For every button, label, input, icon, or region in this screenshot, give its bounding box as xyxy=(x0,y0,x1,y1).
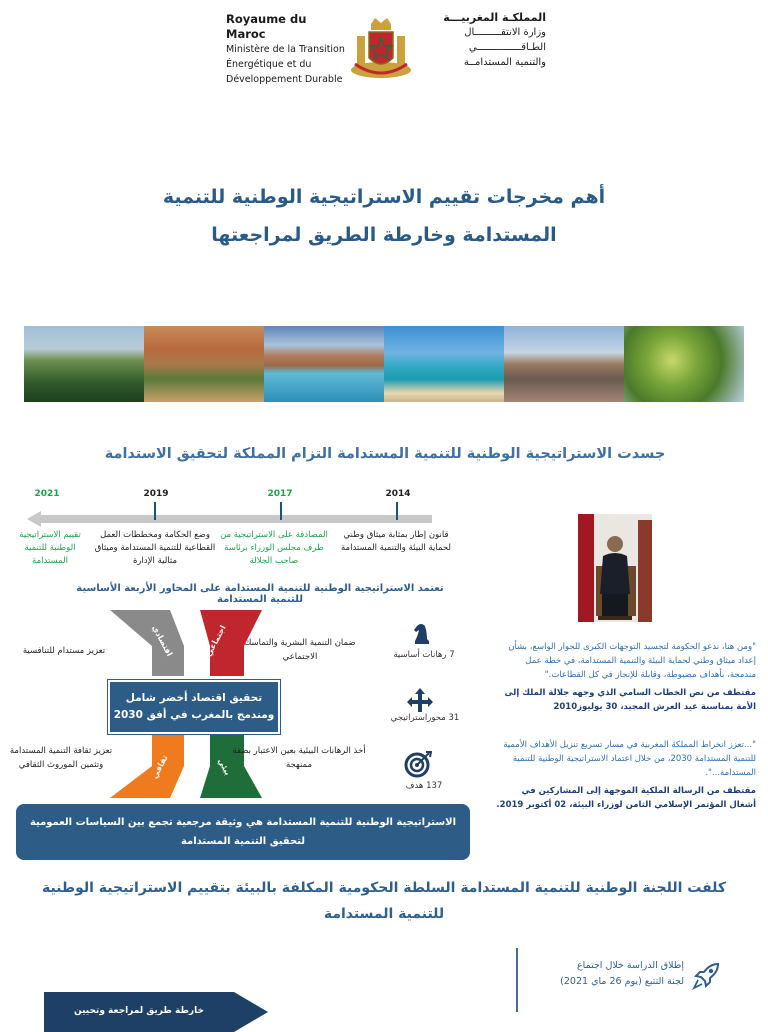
ministry-name-ar xyxy=(422,10,546,70)
royal-speech-source: مقتطف من نص الخطاب السامي الذي وجهه جلالة الملك إلى الأمة بمناسبة عيد العرش المجيد، 30 يوليوز2010 xyxy=(504,688,756,712)
economic-pillar-label: اقتصادي xyxy=(150,623,175,658)
economic-pillar-shape xyxy=(110,610,184,676)
ministry-line-1-fr: Ministère de la Transition xyxy=(226,44,345,55)
timeline-year-2017: 2017 xyxy=(267,489,293,499)
roadmap-banner-arrow xyxy=(234,992,268,1032)
kingdom-name-fr: Royaume du Maroc xyxy=(226,12,307,41)
royal-speech-quote xyxy=(496,640,756,714)
timeline-event-2014: قانون إطار بمثابة ميثاق وطني لحماية البيئة والتنمية المستدامة xyxy=(341,530,451,553)
rocket-icon xyxy=(692,960,722,990)
photo-forest xyxy=(24,326,144,402)
study-launch-note xyxy=(520,958,684,990)
green-economy-line-1: تحقيق اقتصاد أخضر شامل xyxy=(125,692,263,704)
ministry-line-1-ar: وزارة الانتقـــــــــال xyxy=(464,27,546,38)
cultural-pillar-shape xyxy=(110,734,184,798)
timeline-tick xyxy=(396,502,398,520)
royal-emblem-icon xyxy=(347,14,415,82)
roadmap-banner: خارطة طريق لمراجعة وتحيين xyxy=(44,992,234,1032)
photo-lake xyxy=(264,326,384,402)
strategy-arrows-icon xyxy=(406,686,434,714)
timeline-event-2019: وضع الحكامة ومخططات العمل القطاعية للتنمية المستدامة وميثاق مثالية الإدارة xyxy=(94,530,216,566)
king-portrait xyxy=(578,514,652,622)
royal-letter-source: مقتطف من الرسالة الملكية الموجهة إلى المشاركين في أشغال المؤتمر الإسلامي الثامن لوزراء البيئة، 02 أكتوبر 2019. xyxy=(496,786,756,810)
chess-knight-icon xyxy=(409,620,435,646)
ministry-line-3-ar: والتنمية المستدامــة xyxy=(463,57,546,68)
timeline-year-2014: 2014 xyxy=(385,489,411,499)
timeline-event-2021: تقييم الاستراتيجية الوطنية للتنمية المستدامة xyxy=(19,530,81,566)
study-launch-line-1: إطلاق الدراسة خلال اجتماع xyxy=(577,960,684,971)
summary-line-1: الاستراتيجية الوطنية للتنمية المستدامة هي وثيقة مرجعية تجمع بين السياسات العمومية xyxy=(29,817,457,828)
timeline-event-2017: المصادقة على الاستراتيجية من طرف مجلس الوزراء برئاسة صاحب الجلالة xyxy=(220,530,328,566)
royal-speech-quote-text: "ومن هنا، ندعو الحكومة لتجسيد التوجهات الكبرى للحوار الواسع، بشأن إعداد ميثاق وطني لحماية البيئة والتنمية المستدامة، في خطة عمل مندمجة، بأهداف مضبوطة، وقابلة للإنجاز في كل القطاعات." xyxy=(508,642,756,680)
environmental-pillar-label: بيئي xyxy=(216,756,233,777)
photo-oasis xyxy=(144,326,264,402)
pillars-title: تعتمد الاستراتيجية الوطنية للتنمية المستدامة على المحاور الأربعة الأساسية للتنمية المستدامة xyxy=(76,583,444,605)
timeline-year-2021: 2021 xyxy=(34,489,60,499)
photo-coast xyxy=(384,326,504,402)
ministry-line-2-fr: Énergétique et du xyxy=(226,59,312,70)
timeline-year-2019: 2019 xyxy=(143,489,169,499)
social-pillar-label: اجتماعي xyxy=(203,623,228,658)
green-economy-goal-box xyxy=(108,680,280,734)
pillar-social-goal: ضمان التنمية البشرية والتماسك الاجتماعي xyxy=(244,638,356,662)
royal-letter-quote-text: "...تعزز انخراط المملكة المغربية في مسار تسريع تنزيل الأهداف الأممية للتنمية المستدامة 2030، من خلال اعتماد الاستراتيجية الوطنية للتنمية المستدامة...". xyxy=(503,740,756,778)
pillar-environmental-goal: أخذ الرهانات البيئية بعين الاعتبار بصفة ممنهجة xyxy=(232,746,366,770)
stakes-count: 7 رهانات أساسية xyxy=(393,650,455,660)
study-launch-line-2: لجنة التتبع (يوم 26 ماي 2021) xyxy=(560,976,684,987)
summary-box xyxy=(16,804,470,860)
ministry-line-3-fr: Développement Durable xyxy=(226,74,343,85)
green-economy-line-2: ومندمج بالمغرب في أفق 2030 xyxy=(113,709,275,721)
timeline-arrow xyxy=(40,515,432,523)
page-title-line-2: المستدامة وخارطة الطريق لمراجعتها xyxy=(211,224,557,246)
committee-title: كلفت اللجنة الوطنية للتنمية المستدامة السلطة الحكومية المكلفة بالبيئة بتقييم الاستراتيجية الوطنية للتنمية المستدامة xyxy=(41,880,727,922)
strategic-axes-count: 31 محوراستراتيجي xyxy=(390,713,460,723)
launch-divider xyxy=(516,948,518,1012)
photo-solar-plant xyxy=(504,326,624,402)
section-title: جسدت الاستراتيجية الوطنية للتنمية المستدامة التزام المملكة لتحقيق الاستدامة xyxy=(104,446,666,462)
cultural-pillar-label: ثقافي xyxy=(149,753,170,781)
pillar-economic-goal: تعزيز مستدام للتنافسية xyxy=(22,646,106,656)
landscape-photo-strip xyxy=(24,326,744,402)
timeline-tick xyxy=(280,502,282,520)
ministry-name-fr xyxy=(226,12,346,87)
timeline-tick xyxy=(154,502,156,520)
royal-letter-quote xyxy=(496,738,756,812)
ministry-line-2-ar: الطـاقـــــــــــــــي xyxy=(468,42,546,53)
summary-line-2: لتحقيق التنمية المستدامة xyxy=(180,836,306,847)
photo-argan-tree xyxy=(624,326,744,402)
target-icon xyxy=(404,750,432,778)
page-title xyxy=(100,178,668,254)
goals-count: 137 هدف xyxy=(405,781,443,791)
kingdom-name-ar: المملكـة المغربيـــة xyxy=(443,11,546,24)
page-title-line-1: أهم مخرجات تقييم الاستراتيجية الوطنية للتنمية xyxy=(162,186,606,208)
pillar-cultural-goal: تعزيز ثقافة التنمية المستدامة وتثمين الموروث الثقافي xyxy=(9,746,113,770)
timeline-arrow-head xyxy=(27,511,41,527)
